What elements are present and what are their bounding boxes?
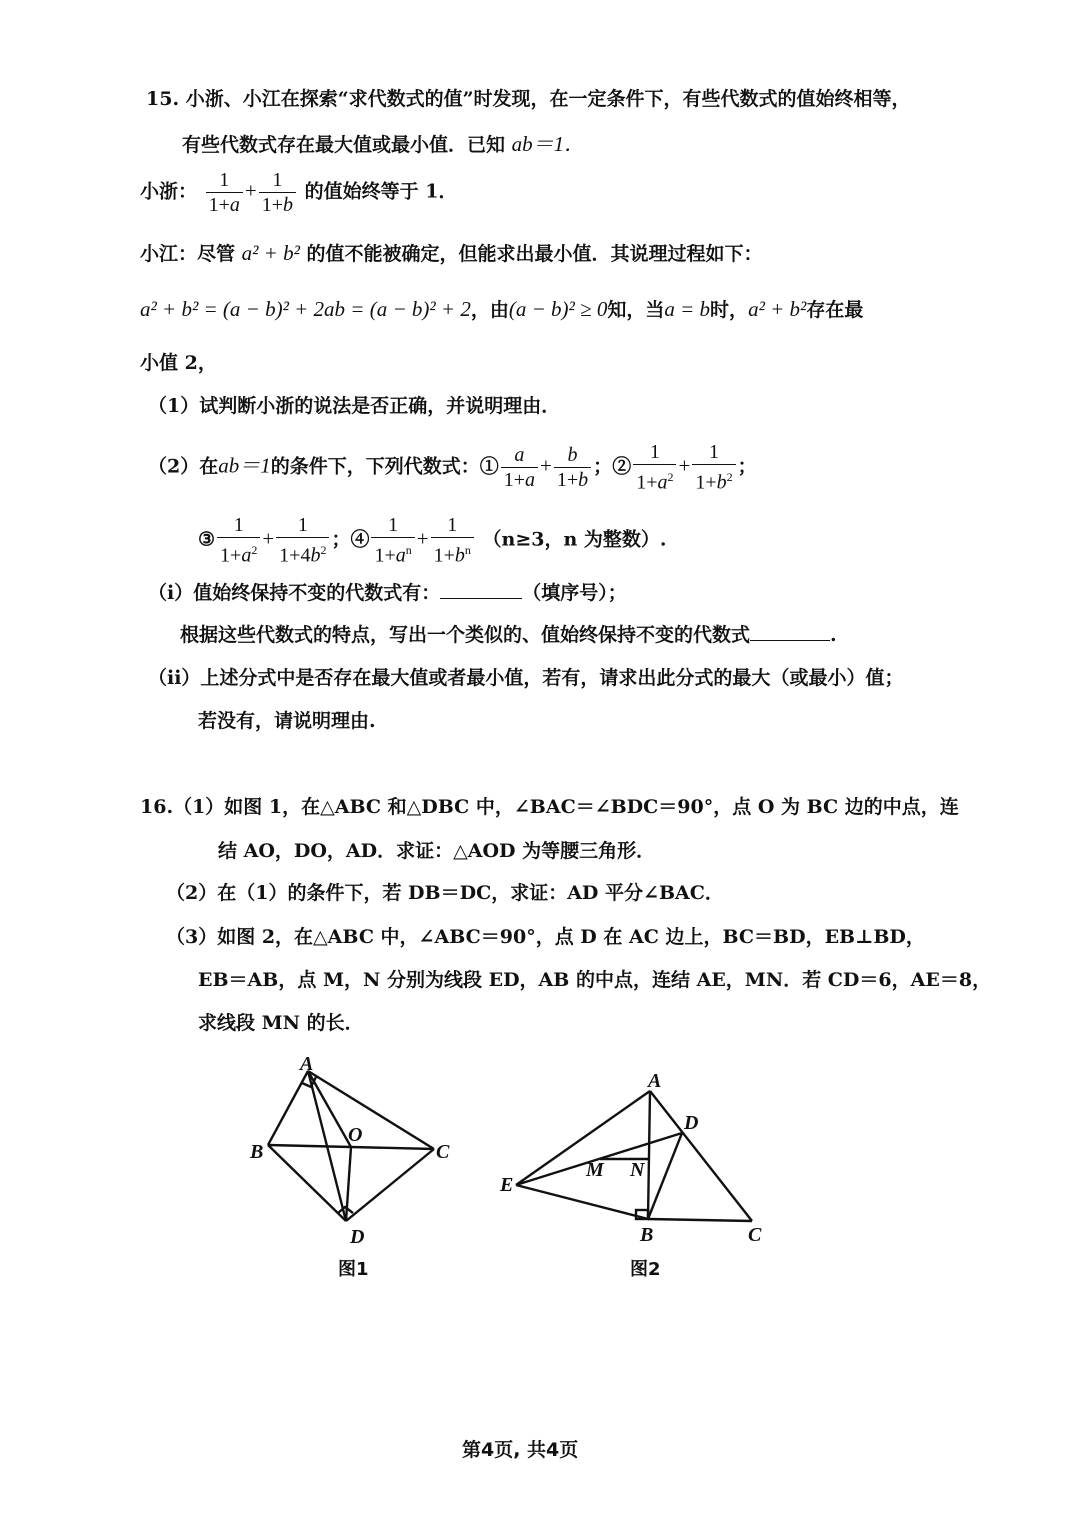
- fig2-label-M: M: [586, 1159, 604, 1181]
- q15-proof-line: [140, 296, 863, 323]
- q15-intro-line1: [146, 86, 911, 112]
- fig2-seg-BD: [648, 1133, 682, 1219]
- sub-i-2-end: .: [830, 624, 837, 646]
- q16-p3-a: （3）如图 2，在△ABC 中，∠ABC＝90°，点 D 在 AC 边上，BC＝BD，EB⊥BD，: [166, 926, 925, 948]
- q16-number: 16.: [140, 796, 174, 818]
- fig2-label-N: N: [630, 1159, 645, 1181]
- fig2-label-D: D: [684, 1112, 699, 1134]
- choice-1-frac-b: $\frac{b}{1+b}$: [554, 443, 591, 492]
- fig2-label-C: C: [748, 1224, 762, 1246]
- q15-given: ab＝1．: [511, 132, 586, 156]
- q15-number: 15.: [146, 88, 180, 110]
- choice-2-frac-b: $\frac{1}{1+b^2}$: [692, 440, 735, 495]
- fig1-caption: 图1: [338, 1259, 369, 1280]
- proof-ab: a = b: [664, 297, 711, 321]
- q15-zhe-line: 小浙： $\frac{1}{1+a}$ + $\frac{1}{1+b}$ 的值始终等于 1．: [140, 169, 458, 216]
- part2-mid: 的条件下，下列代数式：: [270, 455, 480, 478]
- choice-4-mark: ④: [350, 528, 370, 551]
- q16-p1-a: （1）如图 1，在△ABC 和△DBC 中，∠BAC＝∠BDC＝90°，点 O 为 BC 边的中点，连: [173, 796, 959, 818]
- q15-proof-min: 小值 2，: [140, 352, 217, 374]
- proof-cond: (a − b)² ≥ 0: [508, 297, 608, 321]
- jiang-expr: a² + b²: [241, 241, 300, 265]
- q15-intro-1: 小浙、小江在探索“求代数式的值”时发现，在一定条件下，有些代数式的值始终相等，: [185, 88, 911, 110]
- choice-2-frac-a: $\frac{1}{1+a^2}$: [633, 440, 676, 495]
- q15-part1: （1）试判断小浙的说法是否正确，并说明理由．: [148, 395, 561, 417]
- q16-p3-b: EB＝AB，点 M，N 分别为线段 ED，AB 的中点，连结 AE，MN．若 CD＝6，AE＝8，: [198, 969, 992, 991]
- q15-sub-i-2: [180, 622, 837, 648]
- jiang-1: 小江：尽管: [140, 243, 236, 265]
- choice-1-mark: ①: [479, 455, 499, 478]
- q15-intro-2: 有些代数式存在最大值或最小值．已知: [182, 134, 506, 156]
- q16-p1-b: 结 AO，DO，AD．求证：△AOD 为等腰三角形．: [218, 840, 656, 862]
- fig1-seg-AC: [308, 1071, 434, 1149]
- fig1-label-D: D: [350, 1226, 365, 1248]
- q16-p2: （2）在（1）的条件下，若 DB＝DC，求证：AD 平分∠BAC．: [166, 882, 724, 904]
- zhe-frac-1: $\frac{1}{1+a}$: [206, 168, 243, 217]
- sub-i-text: （i）值始终保持不变的代数式有：: [148, 582, 441, 604]
- q15-part2-line: （2）在ab＝1的条件下，下列代数式：① $\frac{a}{1+a}$ + $\frac{b}{1+b}$ ；② $\frac{1}{1+a^2}$ + $\frac{1}{1+b^2}$ ；: [148, 441, 757, 494]
- fig1-label-C: C: [436, 1141, 450, 1163]
- q15-sub-ii: （ii）上述分式中是否存在最大值或者最小值，若有，请求出此分式的最大（或最小）值；: [148, 667, 904, 689]
- sep-3: ；: [331, 528, 351, 551]
- fig2-seg-EB: [516, 1185, 648, 1219]
- figure-1: [240, 1055, 470, 1295]
- proof-eq: a² + b² = (a − b)² + 2ab = (a − b)² + 2: [140, 297, 471, 321]
- choice-4-frac-b: $\frac{1}{1+b^n}$: [431, 513, 474, 568]
- q15-sub-ii-2: 若没有，请说明理由.: [198, 710, 376, 732]
- part2-pre: （2）在: [148, 455, 219, 478]
- sub-i-2-text: 根据这些代数式的特点，写出一个类似的、值始终保持不变的代数式: [180, 624, 751, 646]
- proof-mid: ，由: [470, 299, 509, 321]
- zhe-label: 小浙：: [140, 180, 198, 203]
- q15-jiang-line: [140, 240, 763, 267]
- proof-expr2: a² + b²: [748, 297, 807, 321]
- fig2-label-E: E: [500, 1174, 514, 1196]
- sep-2: ；: [737, 455, 757, 478]
- jiang-2: 的值不能被确定，但能求出最小值．其说理过程如下：: [306, 243, 763, 265]
- fig2-label-A: A: [648, 1070, 662, 1092]
- fig2-seg-AB: [648, 1091, 650, 1219]
- fig1-label-O: O: [348, 1124, 363, 1146]
- q16-p3-c: 求线段 MN 的长．: [198, 1012, 364, 1034]
- q16-p1-line1: [140, 794, 959, 820]
- sep-1: ；: [593, 455, 613, 478]
- choice-4-frac-a: $\frac{1}{1+a^n}$: [371, 513, 414, 568]
- n-condition: （n≥3，n 为整数）.: [482, 528, 667, 551]
- figure-2: [490, 1065, 780, 1290]
- fig1-seg-AB: [268, 1071, 308, 1145]
- sub-i-2-answer-blank[interactable]: [750, 622, 830, 641]
- proof-know: 知，当: [607, 299, 665, 321]
- fig1-label-A: A: [300, 1055, 314, 1075]
- q15-choices-line: ③ $\frac{1}{1+a^2}$ + $\frac{1}{1+4b^2}$ ；④ $\frac{1}{1+a^n}$ + $\frac{1}{1+b^n}$ （n≥3，n 为整数）.: [198, 514, 667, 567]
- zhe-frac-2: $\frac{1}{1+b}$: [259, 168, 296, 217]
- fig2-seg-AC: [650, 1091, 752, 1221]
- choice-1-frac-a: $\frac{a}{1+a}$: [501, 443, 538, 492]
- q15-intro-line2: [182, 131, 585, 158]
- fig2-seg-BC: [648, 1219, 752, 1221]
- fig1-label-B: B: [250, 1141, 264, 1163]
- zhe-tail: 的值始终等于 1．: [304, 180, 458, 203]
- choice-3-mark: ③: [198, 528, 216, 551]
- choice-3-frac-a: $\frac{1}{1+a^2}$: [217, 513, 260, 568]
- fig1-seg-BD: [268, 1145, 346, 1221]
- fig2-label-B: B: [640, 1224, 654, 1246]
- q15-sub-i: [148, 580, 627, 606]
- choice-3-frac-b: $\frac{1}{1+4b^2}$: [276, 513, 329, 568]
- sub-i-answer-blank[interactable]: [440, 580, 522, 599]
- sub-i-tail: （填序号）；: [522, 582, 627, 604]
- fig2-caption: 图2: [630, 1259, 661, 1280]
- proof-end: 存在最: [806, 299, 864, 321]
- proof-when: 时，: [710, 299, 749, 321]
- page-footer: 第4页, 共4页: [462, 1439, 579, 1461]
- choice-2-mark: ②: [612, 455, 632, 478]
- part2-cond: ab＝1: [218, 453, 271, 478]
- fig1-seg-CD: [346, 1149, 434, 1221]
